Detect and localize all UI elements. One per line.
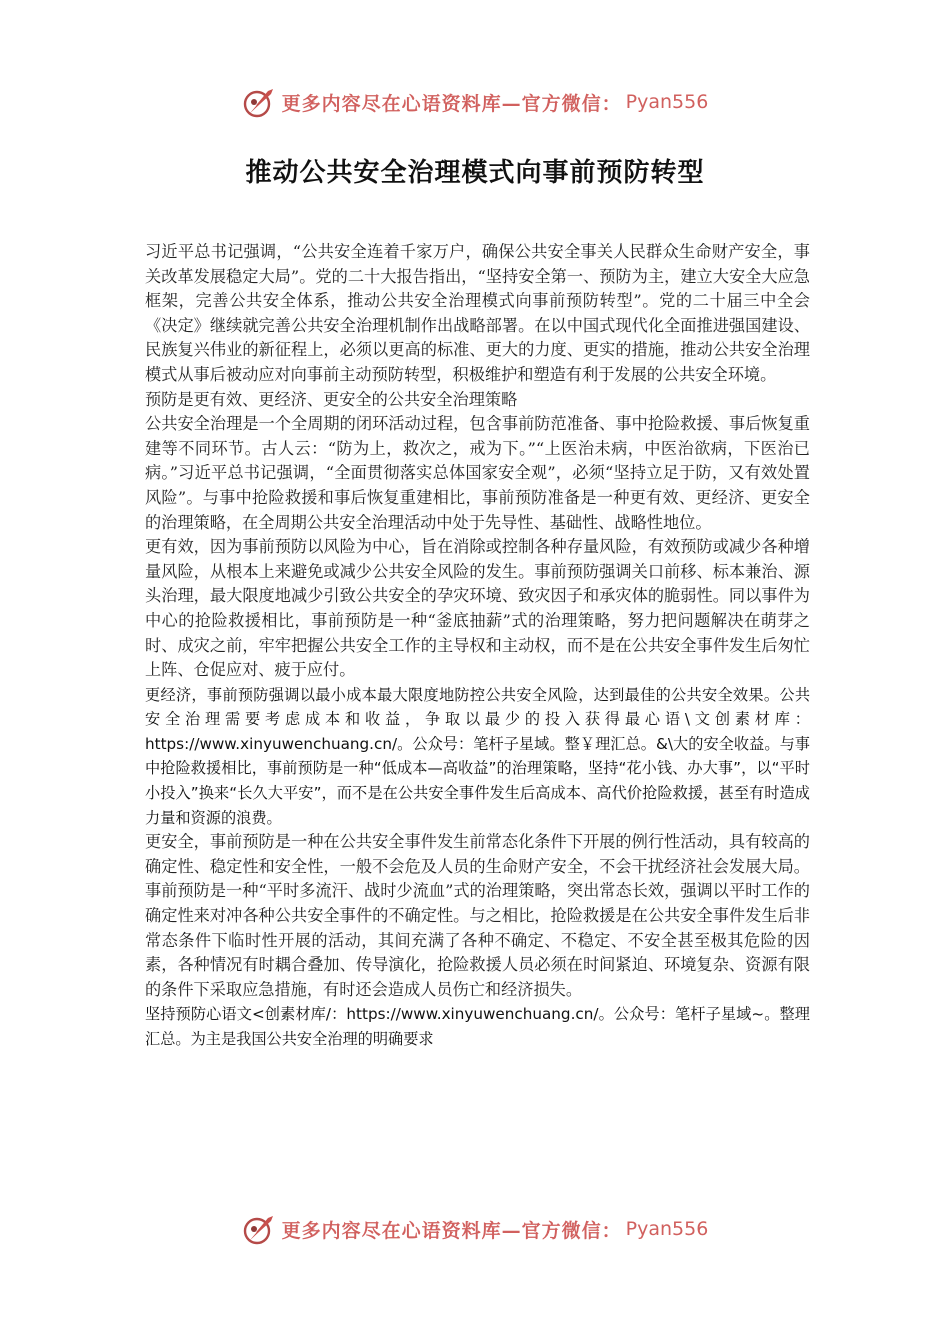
paragraph-lifecycle: 公共安全治理是一个全周期的闭环活动过程，包含事前防范准备、事中抢险救援、事后恢复重建等不同环节。古人云：“防为上，救次之，戒为下。”“上医治未病，中医治欲病，下医治已病。”习近平总书记强调，“全面贯彻落实总体国家安全观”，必须“坚持立足于防，又有效处置风险”。与事中抢险救援和事后恢复重建相比，事前预防准备是一种更有效、更经济、更安全的治理策略，在全周期公共安全治理活动中处于先导性、基础性、战略性地位。: [145, 414, 810, 532]
header-banner: [0, 80, 950, 124]
paragraph-intro: 习近平总书记强调，“公共安全连着千家万户，确保公共安全事关人民群众生命财产安全，事关改革发展稳定大局”。党的二十大报告指出，“坚持安全第一、预防为主，建立大安全大应急框架，完善公共安全体系，推动公共安全治理模式向事前预防转型”。党的二十届三中全会《决定》继续就完善公共安全治理机制作出战略部署。在以中国式现代化全面推进强国建设、民族复兴伟业的新征程上，必须以更高的标准、更大的力度、更实的措施，推动公共安全治理模式从事后被动应对向事前主动预防转型，积极维护和塑造有利于发展的公共安全环境。: [145, 242, 810, 384]
footer-banner: [0, 1207, 950, 1251]
page-title: 推动公共安全治理模式向事前预防转型: [245, 158, 705, 188]
quill-logo-icon: [242, 1212, 276, 1246]
banner-wechat-id: Pyan556: [625, 1218, 709, 1240]
quill-logo-icon: [242, 85, 276, 119]
article-body: [145, 240, 810, 1052]
paragraph-more-economical: 更经济，事前预防强调以最小成本最大限度地防控公共安全风险，达到最佳的公共安全效果。公共安全治理需要考虑成本和收益，争取以最少的投入获得最心语\文创素材库：https://www.xinyuwenchuang.cn/。公众号：笔杆子星域。整￥理汇总。&\大的安全收益。与事中抢险救援相比，事前预防是一种“低成本—高收益”的治理策略，坚持“花小钱、办大事”，以“平时小投入”换来“长久大平安”，而不是在公共安全事件发生后高成本、高代价抢险救援，甚至有时造成力量和资源的浪费。: [145, 685, 810, 827]
banner-text: 更多内容尽在心语资料库—官方微信：: [281, 1219, 622, 1242]
banner-text: 更多内容尽在心语资料库—官方微信：: [281, 92, 622, 115]
paragraph-more-effective: 更有效，因为事前预防以风险为中心，旨在消除或控制各种存量风险，有效预防或减少各种增量风险，从根本上来避免或减少公共安全风险的发生。事前预防强调关口前移、标本兼治、源头治理，最大限度地减少引致公共安全的孕灾环境、致灾因子和承灾体的脆弱性。同以事件为中心的抢险救援相比，事前预防是一种“釜底抽薪”式的治理策略，努力把问题解决在萌芽之时、成灾之前，牢牢把握公共安全工作的主导权和主动权，而不是在公共安全事件发生后匆忙上阵、仓促应对、疲于应付。: [145, 537, 810, 680]
section-heading: 预防是更有效、更经济、更安全的公共安全治理策略: [145, 389, 518, 409]
paragraph-prevention-first: 坚持预防心语文<创素材库/：https://www.xinyuwenchuang.cn/。公众号：笔杆子星域~。整理汇总。为主是我国公共安全治理的明确要求: [145, 1005, 810, 1048]
banner-wechat-id: Pyan556: [625, 91, 709, 113]
paragraph-safer: 更安全，事前预防是一种在公共安全事件发生前常态化条件下开展的例行性活动，具有较高的确定性、稳定性和安全性，一般不会危及人员的生命财产安全，不会干扰经济社会发展大局。事前预防是一种“平时多流汗、战时少流血”式的治理策略，突出常态长效，强调以平时工作的确定性来对冲各种公共安全事件的不确定性。与之相比，抢险救援是在公共安全事件发生后非常态条件下临时性开展的活动，其间充满了各种不确定、不稳定、不安全甚至极其危险的因素，各种情况有时耦合叠加、传导演化，抢险救援人员必须在时间紧迫、环境复杂、资源有限的条件下采取应急措施，有时还会造成人员伤亡和经济损失。: [145, 832, 810, 999]
